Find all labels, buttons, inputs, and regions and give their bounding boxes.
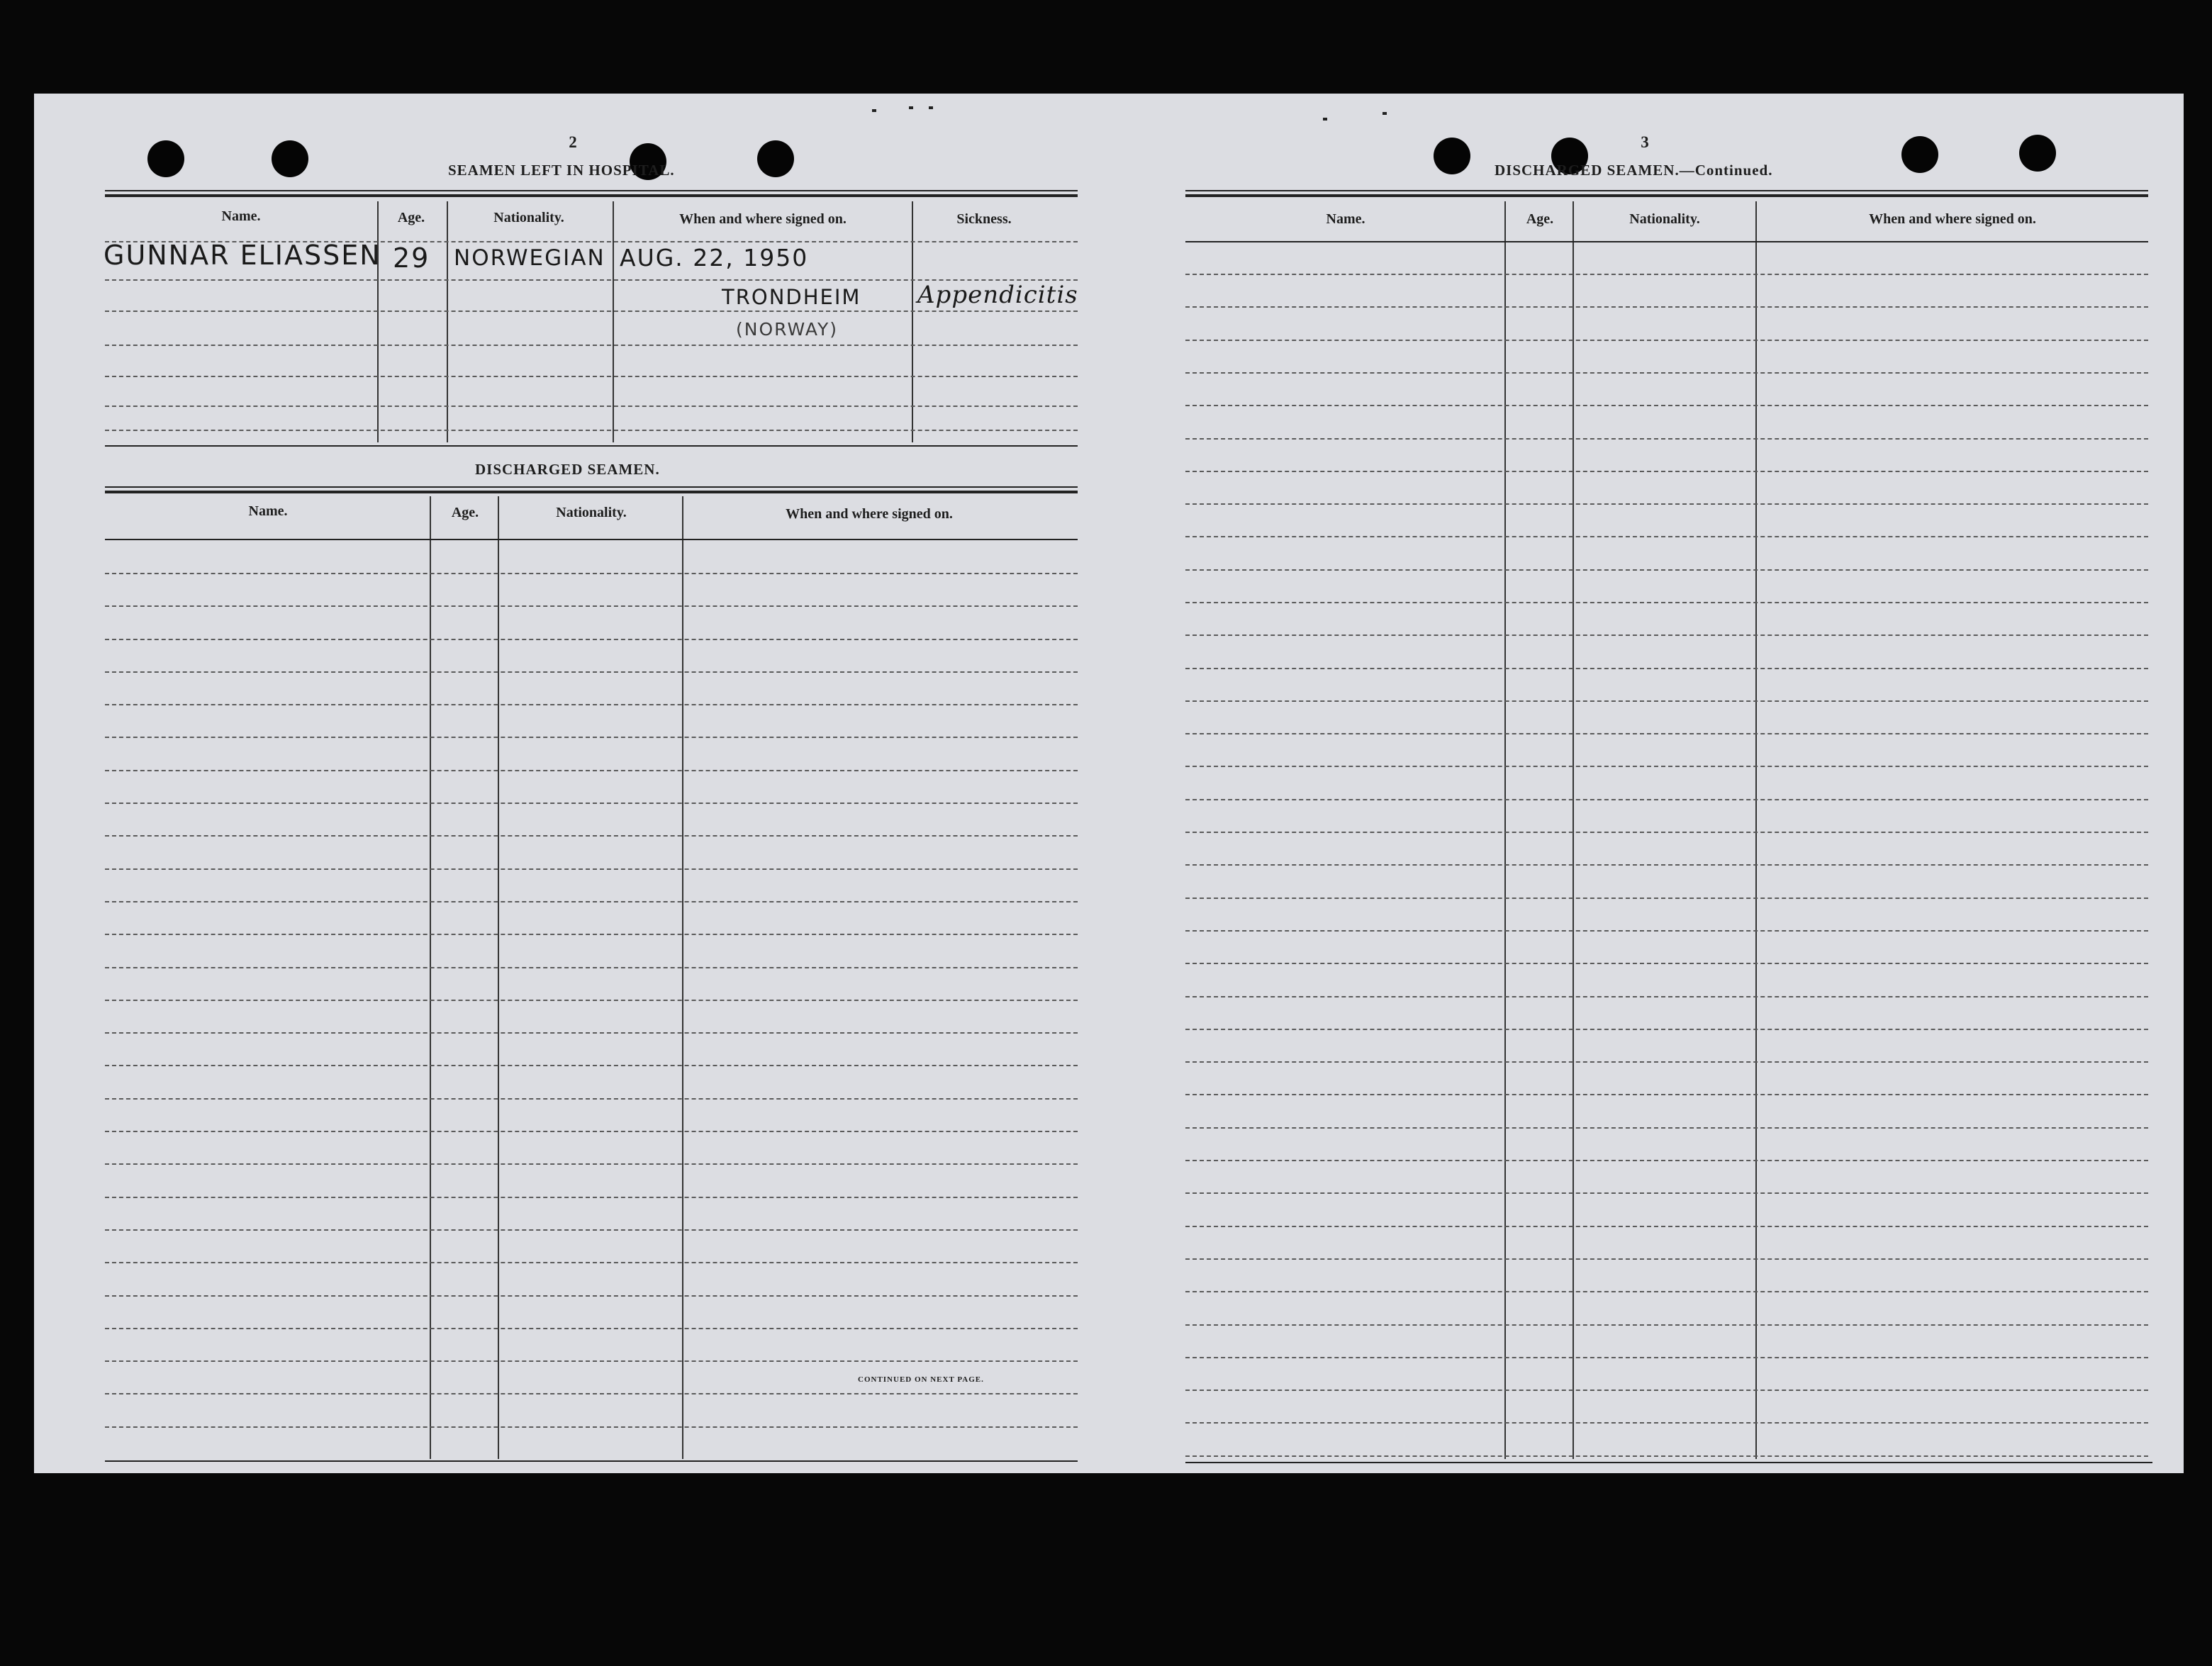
row-line <box>1185 1324 2148 1326</box>
row-line <box>105 934 1078 935</box>
row-line <box>1185 1127 2148 1129</box>
row-line <box>1185 1422 2148 1424</box>
row-line <box>1185 536 2148 537</box>
document-paper <box>34 94 2184 1473</box>
row-line <box>105 901 1078 902</box>
column-header: When and where signed on. <box>1869 211 2036 227</box>
signed-on-place: TRONDHEIM <box>722 285 861 309</box>
punch-hole <box>757 140 794 177</box>
row-line <box>1185 766 2148 767</box>
column-header: Age. <box>397 210 425 225</box>
row-line <box>105 376 1078 377</box>
row-line <box>105 1295 1078 1297</box>
row-line <box>105 1032 1078 1034</box>
signed-on-country: (NORWAY) <box>736 319 839 340</box>
column-header: When and where signed on. <box>786 506 953 522</box>
page-number: 2 <box>569 133 577 151</box>
row-line <box>105 835 1078 837</box>
column-header: When and where signed on. <box>679 211 847 227</box>
row-line <box>1185 471 2148 472</box>
punch-hole <box>1434 138 1470 174</box>
row-line <box>1185 372 2148 374</box>
column-divider <box>1755 201 1757 1459</box>
divider <box>105 194 1078 197</box>
divider <box>1185 1462 2152 1463</box>
row-line <box>1185 898 2148 899</box>
row-line <box>105 345 1078 346</box>
page-number: 3 <box>1641 133 1649 151</box>
row-line <box>105 639 1078 640</box>
punch-hole <box>1901 136 1938 173</box>
row-line <box>1185 1390 2148 1391</box>
row-line <box>105 1065 1078 1066</box>
divider <box>105 491 1078 493</box>
row-line <box>1185 700 2148 702</box>
divider <box>1185 190 2148 191</box>
column-header: Name. <box>248 503 288 519</box>
row-line <box>1185 930 2148 932</box>
row-line <box>105 573 1078 574</box>
punch-hole <box>147 140 184 177</box>
row-line <box>1185 634 2148 636</box>
column-header: Name. <box>1326 211 1365 227</box>
row-line <box>1185 1357 2148 1358</box>
speck <box>872 109 876 112</box>
row-line <box>1185 668 2148 669</box>
divider <box>105 190 1078 191</box>
row-line <box>1185 274 2148 275</box>
column-header: Nationality. <box>1629 211 1700 227</box>
column-header: Name. <box>221 208 261 224</box>
seaman-name: GUNNAR ELIASSEN <box>104 240 381 271</box>
row-line <box>105 1000 1078 1001</box>
divider <box>1185 241 2148 242</box>
row-line <box>105 1098 1078 1100</box>
column-header: Age. <box>1526 211 1554 227</box>
row-line <box>1185 1094 2148 1095</box>
speck <box>909 106 913 109</box>
row-line <box>105 1393 1078 1394</box>
row-line <box>105 1229 1078 1231</box>
row-line <box>1185 996 2148 997</box>
row-line <box>1185 1061 2148 1063</box>
column-divider <box>430 496 431 1459</box>
row-line <box>105 737 1078 738</box>
seaman-age: 29 <box>393 242 430 274</box>
row-line <box>1185 1258 2148 1260</box>
row-line <box>105 1262 1078 1263</box>
row-line <box>105 406 1078 407</box>
row-line <box>1185 405 2148 406</box>
row-line <box>1185 1029 2148 1030</box>
row-line <box>1185 733 2148 734</box>
row-line <box>1185 1291 2148 1292</box>
row-line <box>1185 963 2148 964</box>
row-line <box>1185 799 2148 800</box>
row-line <box>1185 340 2148 341</box>
column-divider <box>1573 201 1574 1459</box>
row-line <box>1185 306 2148 308</box>
row-line <box>1185 1192 2148 1194</box>
discharged-continued-title: DISCHARGED SEAMEN.—Continued. <box>1495 162 1773 179</box>
column-header: Age. <box>451 505 479 520</box>
punch-hole <box>272 140 308 177</box>
row-line <box>1185 438 2148 440</box>
divider <box>105 445 1078 447</box>
row-line <box>105 605 1078 607</box>
column-header: Sickness. <box>956 211 1012 227</box>
row-line <box>105 1426 1078 1428</box>
divider <box>105 486 1078 488</box>
row-line <box>105 1131 1078 1132</box>
punch-hole <box>2019 135 2056 172</box>
row-line <box>1185 602 2148 603</box>
row-line <box>105 770 1078 771</box>
speck <box>1382 112 1387 115</box>
row-line <box>105 1197 1078 1198</box>
row-line <box>105 430 1078 431</box>
row-line <box>105 803 1078 804</box>
row-line <box>1185 1160 2148 1161</box>
row-line <box>105 1328 1078 1329</box>
divider <box>105 1460 1078 1462</box>
row-line <box>1185 503 2148 505</box>
speck <box>929 106 933 109</box>
continued-note: CONTINUED ON NEXT PAGE. <box>858 1375 984 1384</box>
row-line <box>1185 569 2148 571</box>
column-divider <box>498 496 499 1459</box>
row-line <box>105 1163 1078 1165</box>
column-header: Nationality. <box>556 505 627 520</box>
sickness: Appendicitis <box>917 281 1078 309</box>
column-divider <box>682 496 683 1459</box>
row-line <box>105 311 1078 312</box>
seaman-nationality: NORWEGIAN <box>454 245 605 271</box>
divider <box>105 539 1078 540</box>
column-header: Nationality. <box>493 210 564 225</box>
row-line <box>1185 1455 2148 1457</box>
divider <box>1185 194 2148 197</box>
speck <box>1323 118 1327 121</box>
row-line <box>105 1360 1078 1362</box>
row-line <box>1185 1226 2148 1227</box>
row-line <box>105 671 1078 673</box>
hospital-section-title: SEAMEN LEFT IN HOSPITAL. <box>448 162 675 179</box>
column-divider <box>1504 201 1506 1459</box>
row-line <box>105 868 1078 870</box>
signed-on-date: AUG. 22, 1950 <box>620 244 809 272</box>
row-line <box>1185 864 2148 866</box>
row-line <box>105 704 1078 705</box>
discharged-section-title: DISCHARGED SEAMEN. <box>475 461 660 478</box>
row-line <box>1185 832 2148 833</box>
row-line <box>105 967 1078 968</box>
